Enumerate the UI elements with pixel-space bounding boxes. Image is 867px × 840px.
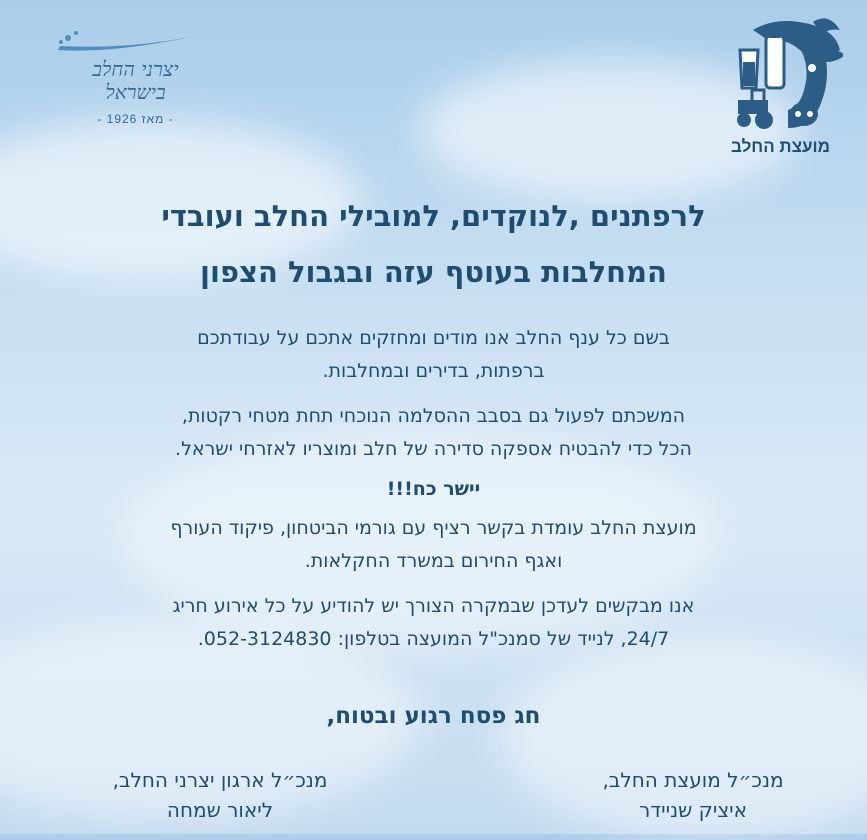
paragraph-line: ואגף החירום במשרד החקלאות.	[304, 550, 563, 572]
paragraph-line: בשם כל ענף החלב אנו מודים ומחזקים אתכם על עבודתכם	[197, 327, 670, 349]
title-line-2: המחלבות בעוטף עזה ובגבול הצפון	[200, 255, 667, 289]
milk-producers-logo-since: - מאז 1926 -	[97, 112, 174, 126]
paragraph-emergency-phone	[40, 590, 827, 656]
signature-producers-ceo	[60, 765, 380, 825]
cheer-line: יישר כח!!!	[386, 478, 481, 500]
paragraph-line: המשכתם לפעול גם בסבב ההסלמה הנוכחי תחת מטחי רקטות,	[181, 405, 686, 427]
letter-body	[40, 322, 827, 668]
milk-producers-logo-line2: בישראל	[105, 80, 166, 104]
cow-bottle-icon	[718, 10, 843, 135]
paragraph-thanks	[40, 322, 827, 388]
paragraph-line: מועצת החלב עומדת בקשר רציף עם גורמי הביטחון, פיקוד העורף	[170, 517, 697, 539]
milk-splash-icon	[48, 28, 223, 54]
milk-producers-logo	[48, 28, 223, 148]
signature-name: ליאור שמחה	[166, 798, 274, 822]
paragraph-security-contact	[40, 512, 827, 578]
milk-producers-logo-line1: יצרני החלב	[92, 57, 179, 81]
paragraph-line: ברפתות, בדירים ובמחלבות.	[322, 360, 545, 382]
signature-title: מנכ״ל מועצת החלב,	[602, 768, 784, 792]
paragraph-line: אנו מבקשים לעדכן שבמקרה הצורך יש להודיע על כל אירוע חריג	[172, 595, 695, 617]
signature-name: איציק שניידר	[638, 798, 748, 822]
paragraph-line: הכל כדי להבטיח אספקה סדירה של חלב ומוצריו לאזרחי ישראל.	[175, 438, 692, 460]
signature-title: מנכ״ל ארגון יצרני החלב,	[112, 768, 328, 792]
title-line-1: לרפתנים ,לנוקדים, למובילי החלב ועובדי	[161, 199, 706, 233]
milk-council-logo	[718, 10, 843, 160]
letter-title	[40, 188, 827, 300]
paragraph-line: 24/7, לנייד של סמנכ"ל המועצה בטלפון: 052-3124830.	[197, 628, 670, 650]
signature-council-ceo	[563, 765, 823, 825]
holiday-greeting: חג פסח רגוע ובטוח,	[326, 703, 541, 729]
paragraph-continued-work	[40, 400, 827, 466]
milk-council-logo-label: מועצת החלב	[731, 137, 830, 156]
